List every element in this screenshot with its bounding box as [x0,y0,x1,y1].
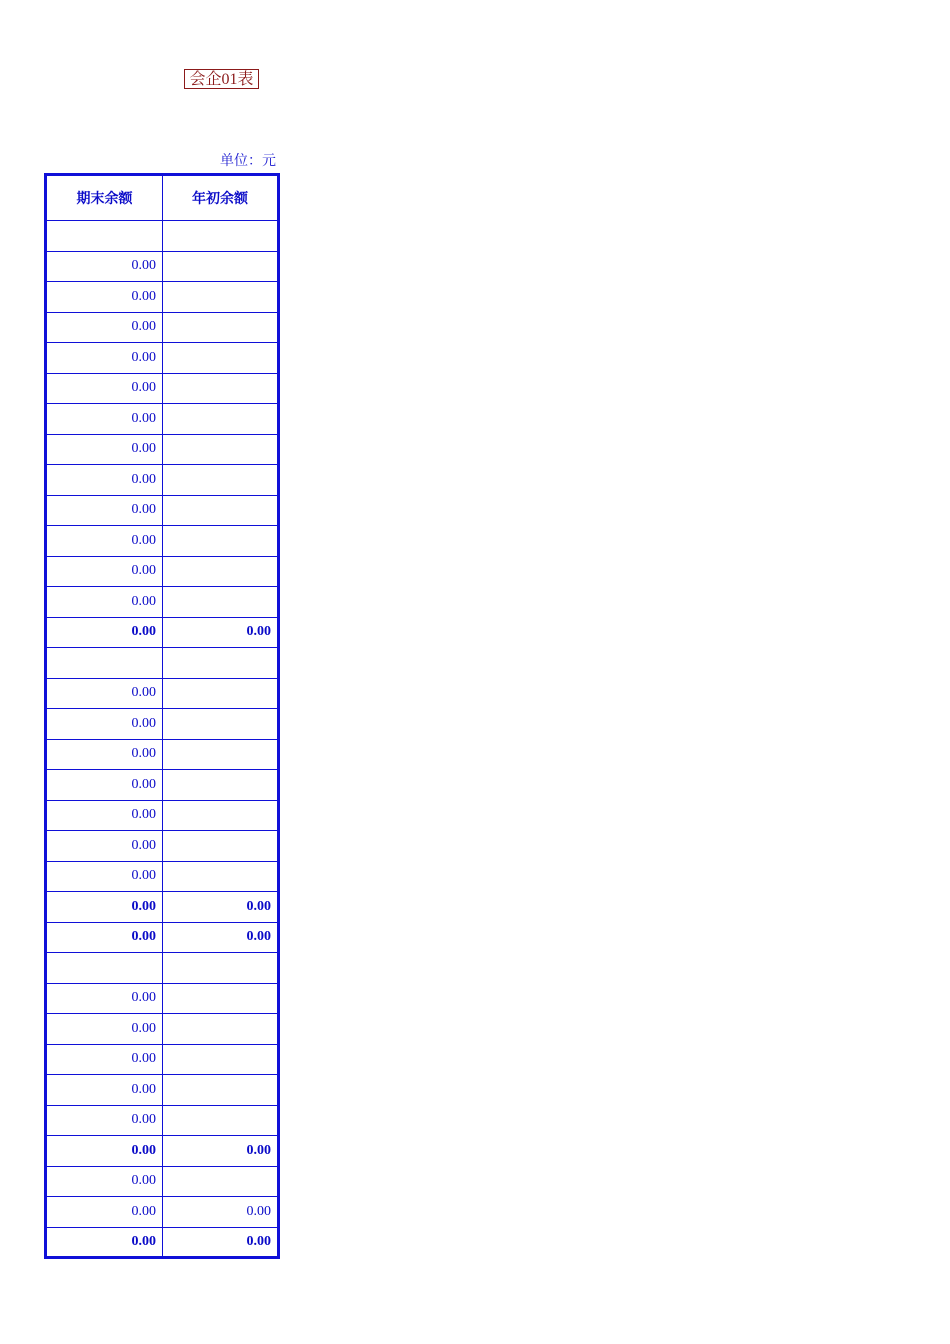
ending-balance-cell[interactable]: 0.00 [46,983,163,1014]
opening-balance-cell[interactable]: 0.00 [163,922,279,953]
column-header-opening-balance: 年初余额 [163,175,279,221]
opening-balance-cell[interactable] [163,1105,279,1136]
table-row [46,556,279,587]
opening-balance-cell[interactable]: 0.00 [163,1136,279,1167]
table-row [46,1166,279,1197]
opening-balance-cell[interactable] [163,556,279,587]
opening-balance-cell[interactable] [163,800,279,831]
table-row [46,1227,279,1258]
opening-balance-cell[interactable] [163,678,279,709]
ending-balance-cell[interactable]: 0.00 [46,1044,163,1075]
opening-balance-cell[interactable] [163,221,279,252]
ending-balance-cell[interactable]: 0.00 [46,1136,163,1167]
opening-balance-cell[interactable] [163,434,279,465]
ending-balance-cell[interactable]: 0.00 [46,861,163,892]
table-row [46,678,279,709]
form-code-label: 会企01表 [184,69,259,89]
ending-balance-cell[interactable]: 0.00 [46,343,163,374]
ending-balance-cell[interactable]: 0.00 [46,434,163,465]
opening-balance-cell[interactable] [163,739,279,770]
table-row [46,1105,279,1136]
ending-balance-cell[interactable]: 0.00 [46,526,163,557]
ending-balance-cell[interactable]: 0.00 [46,678,163,709]
ending-balance-cell[interactable] [46,221,163,252]
table-row [46,1136,279,1167]
opening-balance-cell[interactable] [163,312,279,343]
balance-sheet-table [44,173,280,1259]
table-row [46,312,279,343]
table-row [46,526,279,557]
ending-balance-cell[interactable]: 0.00 [46,1014,163,1045]
opening-balance-cell[interactable] [163,251,279,282]
opening-balance-cell[interactable] [163,587,279,618]
table-row [46,1014,279,1045]
table-row [46,373,279,404]
table-row [46,1075,279,1106]
ending-balance-cell[interactable]: 0.00 [46,617,163,648]
table-row [46,922,279,953]
ending-balance-cell[interactable]: 0.00 [46,922,163,953]
opening-balance-cell[interactable]: 0.00 [163,1197,279,1228]
table-row [46,221,279,252]
opening-balance-cell[interactable] [163,709,279,740]
unit-label: 单位：元 [220,154,276,169]
opening-balance-cell[interactable]: 0.00 [163,617,279,648]
table-row [46,1197,279,1228]
opening-balance-cell[interactable] [163,1166,279,1197]
ending-balance-cell[interactable]: 0.00 [46,800,163,831]
table-row [46,343,279,374]
ending-balance-cell[interactable]: 0.00 [46,282,163,313]
opening-balance-cell[interactable] [163,465,279,496]
table-row [46,404,279,435]
table-row [46,953,279,984]
opening-balance-cell[interactable] [163,1044,279,1075]
ending-balance-cell[interactable]: 0.00 [46,495,163,526]
column-header-ending-balance: 期末余额 [46,175,163,221]
ending-balance-cell[interactable]: 0.00 [46,1075,163,1106]
ending-balance-cell[interactable] [46,648,163,679]
table-row [46,861,279,892]
opening-balance-cell[interactable] [163,373,279,404]
table-row [46,617,279,648]
table-row [46,770,279,801]
ending-balance-cell[interactable]: 0.00 [46,373,163,404]
opening-balance-cell[interactable]: 0.00 [163,1227,279,1258]
opening-balance-cell[interactable] [163,1014,279,1045]
table-row [46,465,279,496]
table-row [46,648,279,679]
ending-balance-cell[interactable]: 0.00 [46,556,163,587]
opening-balance-cell[interactable] [163,953,279,984]
opening-balance-cell[interactable]: 0.00 [163,892,279,923]
opening-balance-cell[interactable] [163,1075,279,1106]
table-row [46,983,279,1014]
table-row [46,495,279,526]
opening-balance-cell[interactable] [163,282,279,313]
table-row [46,831,279,862]
opening-balance-cell[interactable] [163,343,279,374]
opening-balance-cell[interactable] [163,648,279,679]
opening-balance-cell[interactable] [163,404,279,435]
table-row [46,892,279,923]
table-row [46,434,279,465]
header-row [46,175,279,221]
ending-balance-cell[interactable]: 0.00 [46,465,163,496]
ending-balance-cell[interactable]: 0.00 [46,770,163,801]
table-row [46,800,279,831]
ending-balance-cell[interactable]: 0.00 [46,251,163,282]
table-row [46,251,279,282]
ending-balance-cell[interactable]: 0.00 [46,1166,163,1197]
table-row [46,739,279,770]
ending-balance-cell[interactable]: 0.00 [46,892,163,923]
ending-balance-cell[interactable]: 0.00 [46,1227,163,1258]
ending-balance-cell[interactable]: 0.00 [46,587,163,618]
ending-balance-cell[interactable]: 0.00 [46,709,163,740]
ending-balance-cell[interactable]: 0.00 [46,404,163,435]
table-row [46,1044,279,1075]
opening-balance-cell[interactable] [163,770,279,801]
table-row [46,709,279,740]
opening-balance-cell[interactable] [163,831,279,862]
opening-balance-cell[interactable] [163,861,279,892]
ending-balance-cell[interactable]: 0.00 [46,312,163,343]
table-row [46,282,279,313]
opening-balance-cell[interactable] [163,495,279,526]
ending-balance-cell[interactable]: 0.00 [46,1105,163,1136]
ending-balance-cell[interactable]: 0.00 [46,739,163,770]
ending-balance-cell[interactable] [46,953,163,984]
ending-balance-cell[interactable]: 0.00 [46,1197,163,1228]
opening-balance-cell[interactable] [163,526,279,557]
ending-balance-cell[interactable]: 0.00 [46,831,163,862]
table-row [46,587,279,618]
opening-balance-cell[interactable] [163,983,279,1014]
